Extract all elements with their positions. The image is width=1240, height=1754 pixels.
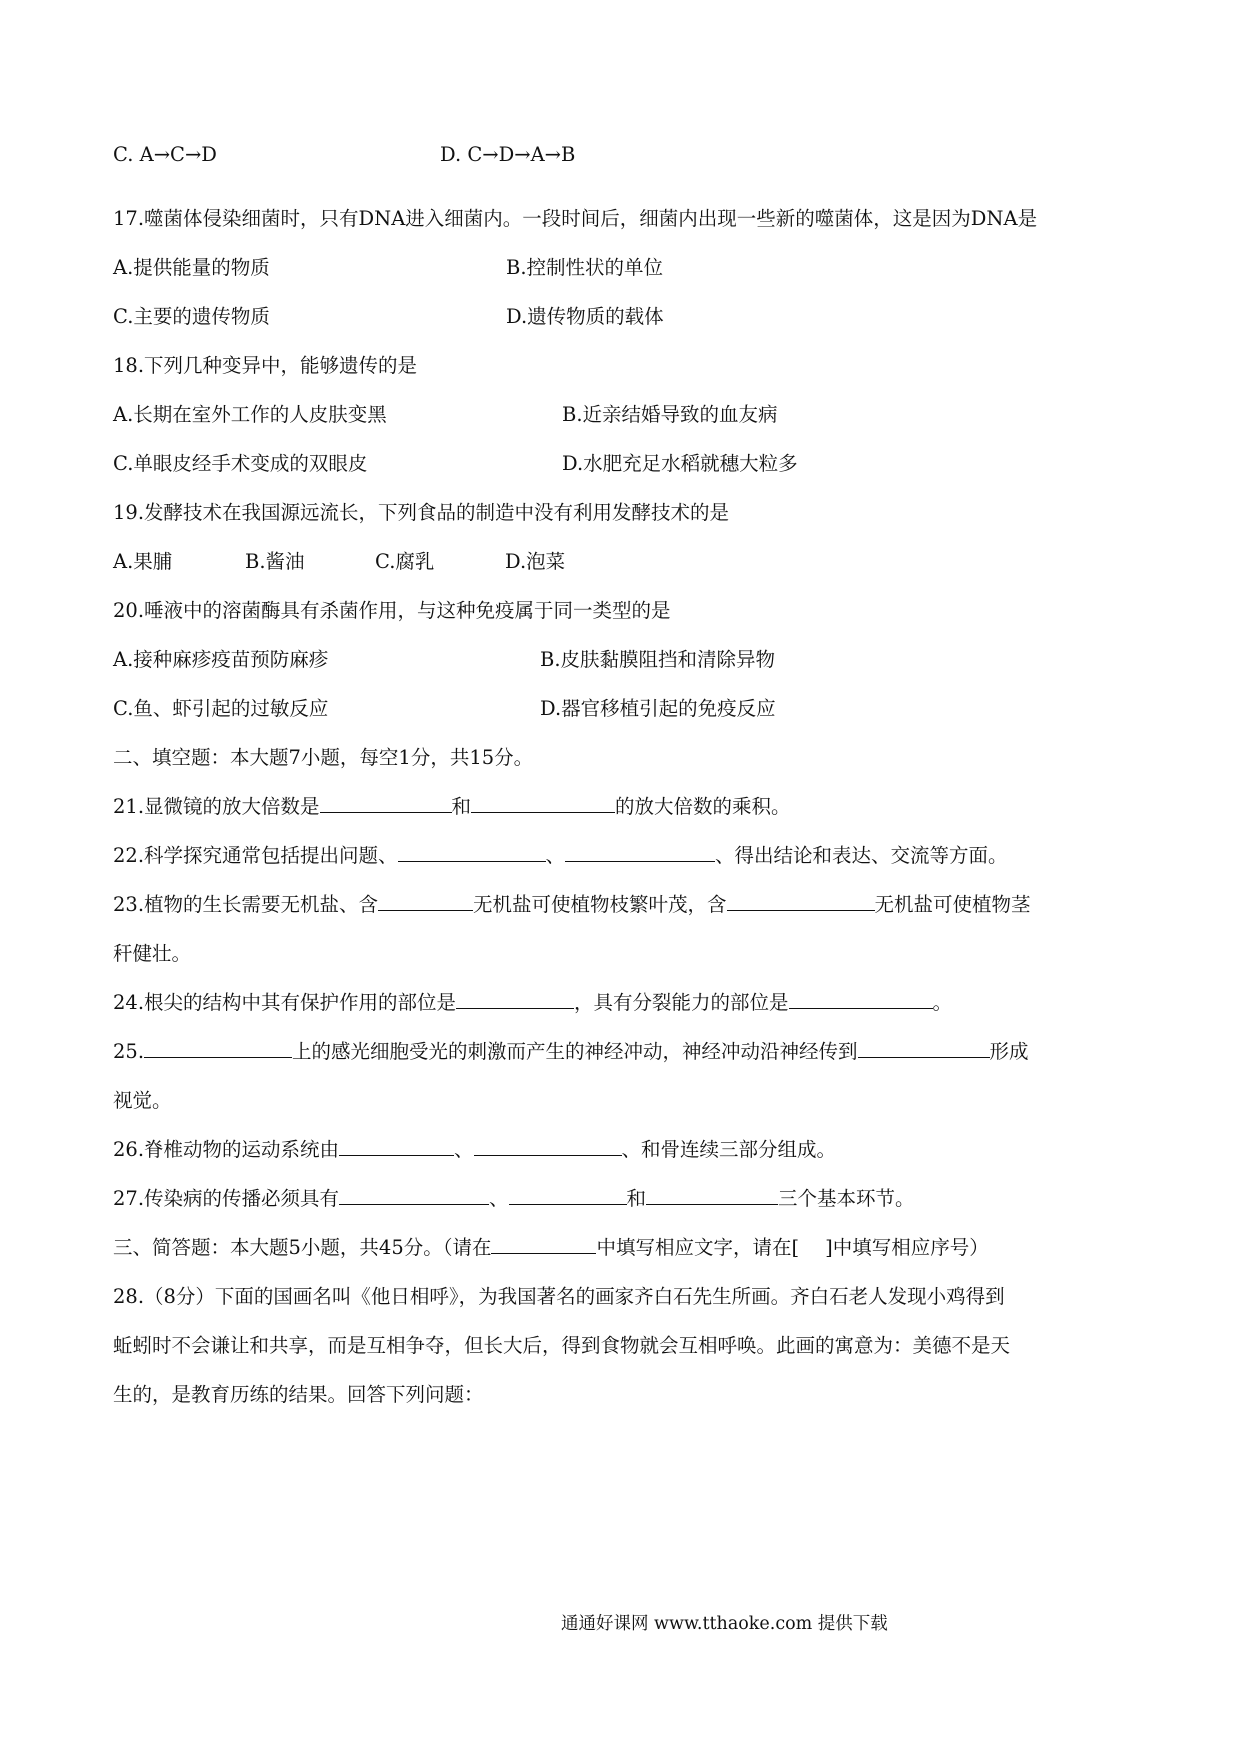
q28-line-2: 蚯蚓时不会谦让和共享，而是互相争夺，但长大后，得到食物就会互相呼唤。此画的寓意为：美德不是天: [113, 1334, 1011, 1357]
q22-blank-2[interactable]: [565, 843, 715, 862]
q17-option-b: B.控制性状的单位: [506, 256, 664, 279]
section-3-heading: [113, 1233, 989, 1263]
q18-option-c: C.单眼皮经手术变成的双眼皮: [113, 452, 368, 475]
q18-option-d: D.水肥充足水稻就穗大粒多: [562, 452, 798, 475]
q25-blank-1[interactable]: [144, 1039, 292, 1058]
page-footer: 通通好课网 www.tthaoke.com 提供下载: [561, 1614, 888, 1634]
q25-line-1: [113, 1037, 1029, 1067]
q19-option-d: D.泡菜: [505, 550, 566, 573]
q19-stem: 19.发酵技术在我国源远流长，下列食品的制造中没有利用发酵技术的是: [113, 501, 730, 524]
q21-blank-2[interactable]: [471, 794, 615, 813]
q26-blank-1[interactable]: [339, 1137, 454, 1156]
q28-line-3: 生的，是教育历练的结果。回答下列问题：: [113, 1383, 484, 1406]
q26: [113, 1135, 836, 1165]
q22-text-1: 22.科学探究通常包括提出问题、: [113, 844, 398, 867]
q17-option-c: C.主要的遗传物质: [113, 305, 270, 328]
q22-blank-1[interactable]: [398, 843, 546, 862]
q28-line-1: 28.（8分）下面的国画名叫《他日相呼》，为我国著名的画家齐白石先生所画。齐白石老人发现小鸡得到: [113, 1285, 1005, 1308]
q27-blank-3[interactable]: [646, 1186, 778, 1205]
q19-option-b: B.酱油: [245, 550, 305, 573]
section-3-heading-text-1: 三、简答题：本大题5小题，共45分。（请在: [113, 1236, 492, 1259]
q27-blank-2[interactable]: [509, 1186, 627, 1205]
q22: [113, 841, 1008, 871]
q27: [113, 1184, 915, 1214]
q27-text-1: 27.传染病的传播必须具有: [113, 1187, 340, 1210]
q23-line-1: [113, 890, 1031, 920]
q24-text-3: 。: [932, 991, 953, 1014]
q21-text-2: 和: [451, 795, 472, 818]
q16-option-d: D. C→D→A→B: [440, 143, 576, 166]
q20-stem: 20.唾液中的溶菌酶具有杀菌作用，与这种免疫属于同一类型的是: [113, 599, 671, 622]
q19-option-c: C.腐乳: [375, 550, 435, 573]
q24-blank-1[interactable]: [456, 990, 574, 1009]
section-2-heading: 二、填空题：本大题7小题，每空1分，共15分。: [113, 746, 534, 769]
q20-option-a: A.接种麻疹疫苗预防麻疹: [113, 648, 329, 671]
q23-blank-1[interactable]: [378, 892, 473, 911]
q25-text-3: 形成: [989, 1040, 1029, 1063]
q20-option-d: D.器官移植引起的免疫反应: [540, 697, 776, 720]
q20-option-c: C.鱼、虾引起的过敏反应: [113, 697, 329, 720]
q24-blank-2[interactable]: [789, 990, 933, 1009]
q23-blank-2[interactable]: [727, 892, 875, 911]
q23-text-2: 无机盐可使植物枝繁叶茂，含: [473, 893, 727, 916]
q17-option-a: A.提供能量的物质: [113, 256, 270, 279]
q25-blank-2[interactable]: [858, 1039, 990, 1058]
q19-option-a: A.果脯: [113, 550, 173, 573]
section-3-heading-blank: [491, 1235, 596, 1254]
q21-text-1: 21.显微镜的放大倍数是: [113, 795, 320, 818]
q25-text-2: 上的感光细胞受光的刺激而产生的神经冲动，神经冲动沿神经传到: [292, 1040, 858, 1063]
section-3-heading-text-3: ]中填写相应序号）: [825, 1236, 989, 1259]
q27-text-4: 三个基本环节。: [778, 1187, 915, 1210]
q22-text-2: 、: [545, 844, 566, 867]
q24-text-2: ，具有分裂能力的部位是: [574, 991, 789, 1014]
q26-blank-2[interactable]: [474, 1137, 622, 1156]
q21: [113, 792, 791, 822]
q18-option-b: B.近亲结婚导致的血友病: [562, 403, 778, 426]
q17-stem: 17.噬菌体侵染细菌时，只有DNA进入细菌内。一段时间后，细菌内出现一些新的噬菌体，这是因为DNA是: [113, 207, 1038, 230]
section-3-heading-text-2: 中填写相应文字，请在[: [596, 1236, 800, 1259]
q17-option-d: D.遗传物质的载体: [506, 305, 664, 328]
q27-blank-1[interactable]: [339, 1186, 489, 1205]
q25-line-2: 视觉。: [113, 1089, 172, 1112]
q24-text-1: 24.根尖的结构中其有保护作用的部位是: [113, 991, 457, 1014]
q26-text-1: 26.脊椎动物的运动系统由: [113, 1138, 340, 1161]
q24: [113, 988, 952, 1018]
q26-text-2: 、: [454, 1138, 474, 1161]
q23-text-1: 23.植物的生长需要无机盐、含: [113, 893, 379, 916]
q21-blank-1[interactable]: [320, 794, 452, 813]
q18-option-a: A.长期在室外工作的人皮肤变黑: [113, 403, 387, 426]
q22-text-3: 、得出结论和表达、交流等方面。: [715, 844, 1008, 867]
q21-text-3: 的放大倍数的乘积。: [615, 795, 791, 818]
q18-stem: 18.下列几种变异中，能够遗传的是: [113, 354, 418, 377]
q25-text-1: 25.: [113, 1040, 145, 1063]
q23-text-3: 无机盐可使植物茎: [874, 893, 1031, 916]
q27-text-3: 和: [626, 1187, 647, 1210]
q26-text-3: 、和骨连续三部分组成。: [621, 1138, 837, 1161]
q27-text-2: 、: [489, 1187, 509, 1210]
q23-line-2: 秆健壮。: [113, 942, 192, 965]
q16-option-c: C. A→C→D: [113, 143, 217, 166]
q20-option-b: B.皮肤黏膜阻挡和清除异物: [540, 648, 776, 671]
